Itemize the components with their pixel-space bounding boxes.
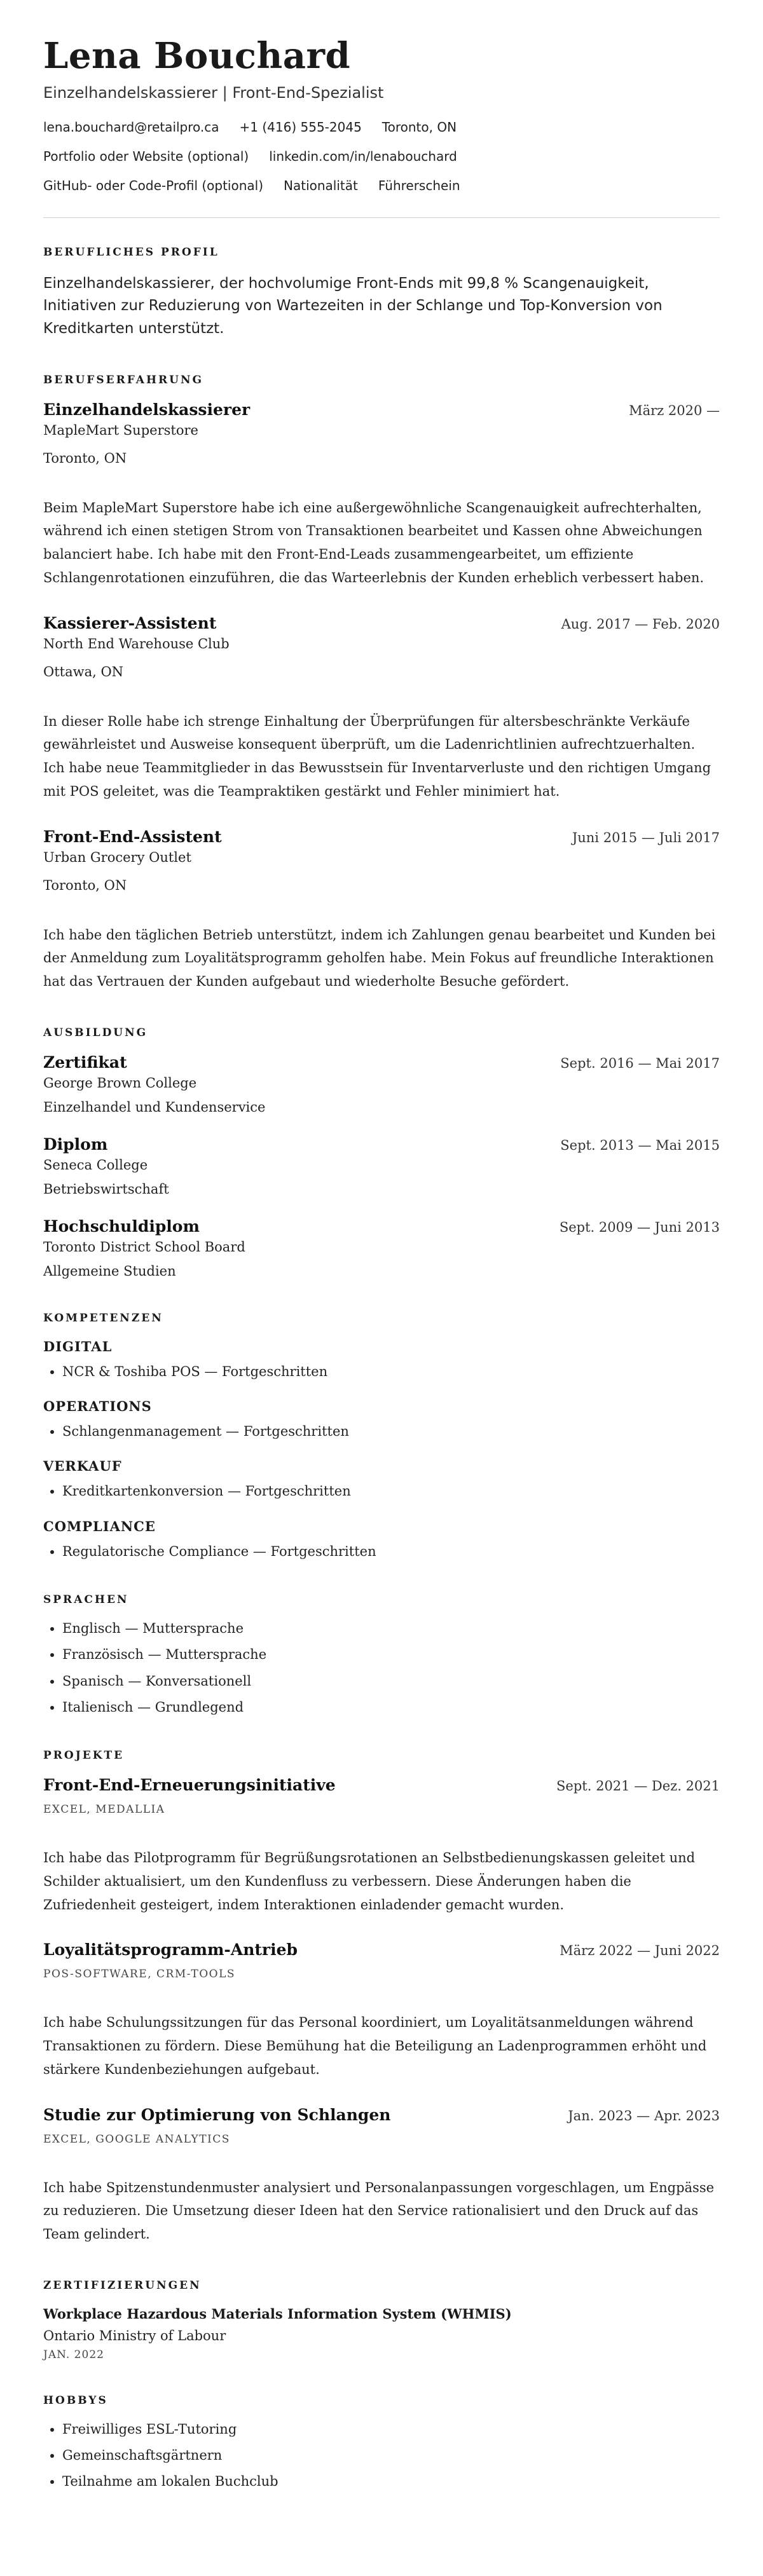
skill-category: OPERATIONS xyxy=(43,1398,152,1415)
linkedin-link[interactable]: linkedin.com/in/lenabouchard xyxy=(269,148,457,164)
license-placeholder: Führerschein xyxy=(378,177,460,193)
education-list xyxy=(43,1053,720,1279)
education-entry xyxy=(43,1135,720,1197)
education-dates: Sept. 2009 — Juni 2013 xyxy=(559,1219,720,1235)
project-dates: Sept. 2021 — Dez. 2021 xyxy=(556,1778,720,1794)
language-item: • Spanisch — Konversationell xyxy=(62,1673,720,1690)
entry-header xyxy=(43,828,720,846)
profile-section xyxy=(43,246,720,341)
job-title: Kassierer-Assistent xyxy=(43,613,217,632)
projects-list xyxy=(43,1776,720,2246)
project-entry xyxy=(43,1940,720,2081)
certifications-section xyxy=(43,2279,720,2361)
job-location: Toronto, ON xyxy=(43,877,127,893)
skill-items xyxy=(43,1543,720,1560)
study-field: Allgemeine Studien xyxy=(43,1263,176,1279)
project-entry xyxy=(43,2106,720,2246)
job-dates: Juni 2015 — Juli 2017 xyxy=(572,829,720,845)
section-title: KOMPETENZEN xyxy=(43,1311,163,1325)
language-item: • Englisch — Muttersprache xyxy=(62,1620,720,1637)
skill-item: • Schlangenmanagement — Fortgeschritten xyxy=(62,1423,720,1440)
project-tech: EXCEL, GOOGLE ANALYTICS xyxy=(43,2132,230,2146)
certification-entry xyxy=(43,2306,720,2361)
degree-title: Diplom xyxy=(43,1135,108,1154)
github-placeholder: GitHub- oder Code-Profil (optional) xyxy=(43,177,264,193)
job-dates: März 2020 — xyxy=(629,402,720,418)
skill-item: • Regulatorische Compliance — Fortgeschritten xyxy=(62,1543,720,1560)
candidate-name: Lena Bouchard xyxy=(43,35,351,77)
profile-summary: Einzelhandelskassierer, der hochvolumige Front-Ends mit 99,8 % Scangenauigkeit, Initiativen zur Reduzierung von Wartezeiten in der Schlange und Top-Konversion von Kreditkarten unterstützt. xyxy=(43,275,663,337)
education-dates: Sept. 2016 — Mai 2017 xyxy=(560,1055,720,1071)
contact-row-primary xyxy=(43,119,720,135)
entry-header xyxy=(43,400,720,419)
section-title: ZERTIFIZIERUNGEN xyxy=(43,2279,202,2292)
header-divider xyxy=(43,217,720,218)
job-description: Beim MapleMart Superstore habe ich eine außergewöhnliche Scangenauigkeit aufrechterhalten, während ich einen stetigen Strom von Transaktionen bearbeitet und Kassen ohne Abweichungen balanciert habe. Ich habe mit den Front-End-Leads zusammengearbeitet, um effiziente Schlangenrotationen einzuführen, die das Warteerlebnis der Kunden erheblich verbessert haben. xyxy=(43,500,705,585)
job-title: Front-End-Assistent xyxy=(43,827,222,846)
company-name: North End Warehouse Club xyxy=(43,636,230,651)
experience-entry xyxy=(43,400,720,590)
hobbies-list xyxy=(43,2421,720,2491)
skill-group xyxy=(43,1458,720,1500)
skill-group xyxy=(43,1339,720,1380)
entry-header xyxy=(43,1940,720,1959)
certification-date: JAN. 2022 xyxy=(43,2348,104,2361)
portfolio-placeholder: Portfolio oder Website (optional) xyxy=(43,148,249,164)
projects-section xyxy=(43,1749,720,2246)
phone-number: +1 (416) 555-2045 xyxy=(239,119,362,135)
entry-header xyxy=(43,1053,720,1072)
hobbies-section xyxy=(43,2394,720,2491)
skill-items xyxy=(43,1423,720,1440)
languages-list xyxy=(43,1620,720,1716)
project-description: Ich habe Spitzenstundenmuster analysiert und Personalanpassungen vorgeschlagen, um Engpässe zu reduzieren. Die Umsetzung dieser Ideen hat den Service rationalisiert und den Druck auf das Team gelindert. xyxy=(43,2179,715,2242)
degree-title: Hochschuldiplom xyxy=(43,1216,200,1236)
nationality-placeholder: Nationalität xyxy=(284,177,358,193)
language-item: • Italienisch — Grundlegend xyxy=(62,1699,720,1716)
skill-group xyxy=(43,1398,720,1440)
candidate-headline: Einzelhandelskassierer | Front-End-Spezialist xyxy=(43,83,384,102)
education-section xyxy=(43,1026,720,1279)
project-description: Ich habe Schulungssitzungen für das Personal koordiniert, um Loyalitätsanmeldungen während Transaktionen zu fördern. Diese Bemühung hat die Beteiligung an Ladenprogrammen erhöht und stärkere Kundenbeziehungen aufgebaut. xyxy=(43,2015,707,2077)
company-name: MapleMart Superstore xyxy=(43,422,198,438)
experience-entry xyxy=(43,828,720,993)
resume-header xyxy=(43,37,720,193)
contact-row-extra xyxy=(43,178,720,193)
experience-section xyxy=(43,374,720,993)
section-title: BERUFSERFAHRUNG xyxy=(43,373,204,386)
experience-list xyxy=(43,400,720,993)
study-field: Betriebswirtschaft xyxy=(43,1181,169,1197)
job-description: In dieser Rolle habe ich strenge Einhaltung der Überprüfungen für altersbeschränkte Verkäufe gewährleistet und Ausweise konsequent überprüft, um die Ladenrichtlinien aufrechtzuerhalten. Ich habe neue Teammitglieder in das Bewusstsein für Inventarverluste und den richtigen Umgang mit POS geleitet, was die Teampraktiken gestärkt und Fehler minimiert hat. xyxy=(43,713,711,799)
contact-row-links xyxy=(43,149,720,164)
hobby-item: • Gemeinschaftsgärtnern xyxy=(62,2447,720,2464)
languages-section xyxy=(43,1593,720,1716)
certifications-list xyxy=(43,2306,720,2361)
education-entry xyxy=(43,1217,720,1279)
entry-header xyxy=(43,2106,720,2124)
job-location: Toronto, ON xyxy=(43,450,127,466)
section-title: HOBBYS xyxy=(43,2394,108,2407)
job-title: Einzelhandelskassierer xyxy=(43,400,251,419)
section-title: AUSBILDUNG xyxy=(43,1026,148,1039)
hobby-item: • Teilnahme am lokalen Buchclub xyxy=(62,2473,720,2490)
entry-header xyxy=(43,1776,720,1794)
school-name: George Brown College xyxy=(43,1075,197,1091)
skills-section xyxy=(43,1312,720,1560)
entry-header xyxy=(43,1135,720,1154)
degree-title: Zertifikat xyxy=(43,1053,127,1072)
job-dates: Aug. 2017 — Feb. 2020 xyxy=(561,616,720,632)
job-location: Ottawa, ON xyxy=(43,664,124,679)
project-name: Loyalitätsprogramm-Antrieb xyxy=(43,1940,298,1959)
certification-name: Workplace Hazardous Materials Information System (WHMIS) xyxy=(43,2305,512,2322)
company-name: Urban Grocery Outlet xyxy=(43,849,191,865)
skill-items xyxy=(43,1363,720,1380)
skill-item: • NCR & Toshiba POS — Fortgeschritten xyxy=(62,1363,720,1380)
job-description: Ich habe den täglichen Betrieb unterstützt, indem ich Zahlungen genau bearbeitet und Kunden bei der Anmeldung zum Loyalitätsprogramm geholfen habe. Mein Fokus auf freundliche Interaktionen hat das Vertrauen der Kunden aufgebaut und wiederholte Besuche gefördert. xyxy=(43,927,716,990)
skill-items xyxy=(43,1483,720,1500)
project-tech: POS-SOFTWARE, CRM-TOOLS xyxy=(43,1968,236,1981)
location: Toronto, ON xyxy=(382,119,457,135)
skill-category: DIGITAL xyxy=(43,1338,113,1354)
project-description: Ich habe das Pilotprogramm für Begrüßungsrotationen an Selbstbedienungskassen geleitet und Schilder aktualisiert, um den Kundenfluss zu verbessern. Diese Änderungen haben die Zufriedenheit gesteigert, indem Interaktionen einladender gemacht wurden. xyxy=(43,1850,696,1912)
section-title: BERUFLICHES PROFIL xyxy=(43,245,219,259)
skill-category: COMPLIANCE xyxy=(43,1518,156,1534)
hobby-item: • Freiwilliges ESL-Tutoring xyxy=(62,2421,720,2438)
education-dates: Sept. 2013 — Mai 2015 xyxy=(560,1137,720,1153)
project-dates: März 2022 — Juni 2022 xyxy=(560,1943,720,1959)
school-name: Seneca College xyxy=(43,1157,148,1173)
entry-header xyxy=(43,1217,720,1236)
project-name: Front-End-Erneuerungsinitiative xyxy=(43,1776,336,1795)
study-field: Einzelhandel und Kundenservice xyxy=(43,1099,266,1115)
experience-entry xyxy=(43,614,720,803)
school-name: Toronto District School Board xyxy=(43,1239,245,1255)
education-entry xyxy=(43,1053,720,1115)
project-entry xyxy=(43,1776,720,1916)
project-name: Studie zur Optimierung von Schlangen xyxy=(43,2105,391,2124)
skill-category: VERKAUF xyxy=(43,1458,122,1475)
project-tech: EXCEL, MEDALLIA xyxy=(43,1803,165,1816)
skill-item: • Kreditkartenkonversion — Fortgeschritten xyxy=(62,1483,720,1500)
certification-issuer: Ontario Ministry of Labour xyxy=(43,2327,226,2343)
skills-list xyxy=(43,1339,720,1560)
entry-header xyxy=(43,614,720,632)
language-item: • Französisch — Muttersprache xyxy=(62,1646,720,1663)
section-title: PROJEKTE xyxy=(43,1749,125,1762)
skill-group xyxy=(43,1518,720,1560)
project-dates: Jan. 2023 — Apr. 2023 xyxy=(568,2108,720,2123)
section-title: SPRACHEN xyxy=(43,1593,129,1606)
email-link[interactable]: lena.bouchard@retailpro.ca xyxy=(43,119,219,135)
